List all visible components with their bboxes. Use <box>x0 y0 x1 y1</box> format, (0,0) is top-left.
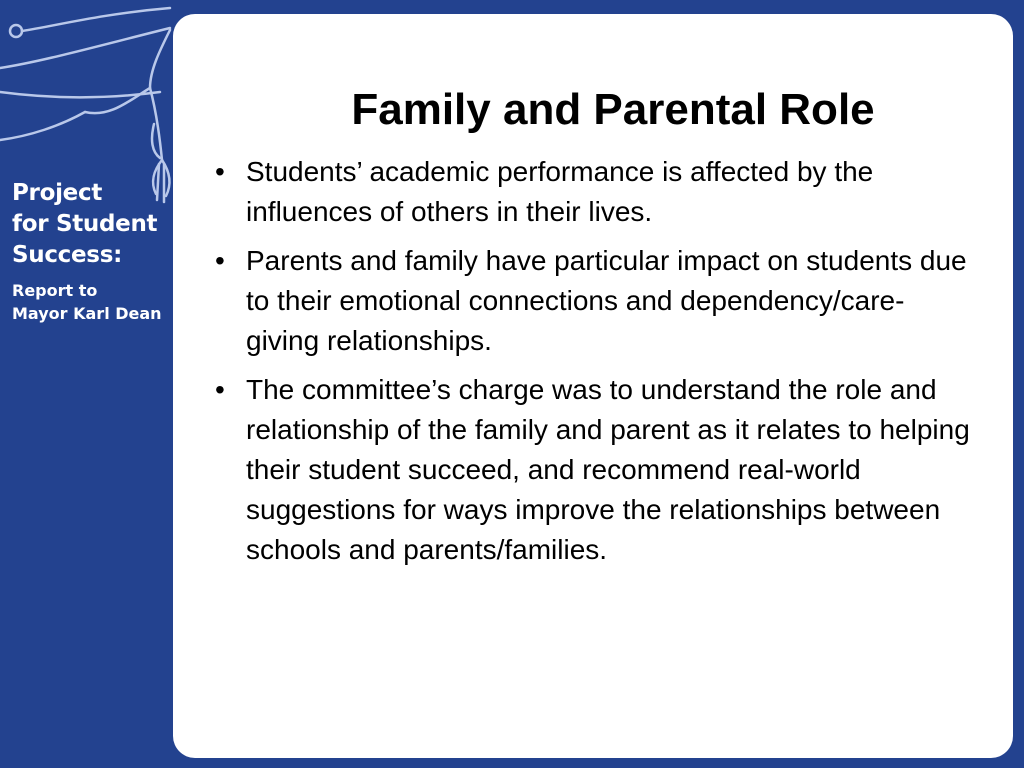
brand-line-1: Project <box>12 180 103 206</box>
bullet-marker: • <box>215 374 225 405</box>
bullet-text: Parents and family have particular impact on students due to their emotional connections and dependency/care-giving relationships. <box>246 245 967 356</box>
slide-title: Family and Parental Role <box>351 85 875 134</box>
content-panel <box>173 14 1013 758</box>
bullet-marker: • <box>215 245 225 276</box>
brand-line-3: Success: <box>12 242 122 268</box>
bullet-marker: • <box>215 156 225 187</box>
bullet-text: The committee’s charge was to understand the role and relationship of the family and parent as it relates to helping their student succeed, and recommend real-world suggestions for ways improve the relationships between schools and parents/families. <box>246 374 970 565</box>
brand-sub-line-1: Report to <box>12 281 98 300</box>
brand-subtitle <box>12 279 172 325</box>
list-item <box>215 241 975 361</box>
bullet-list <box>215 152 975 579</box>
brand-title <box>12 178 172 271</box>
bullet-text: Students’ academic performance is affected by the influences of others in their lives. <box>246 156 874 227</box>
project-brand <box>12 178 172 325</box>
brand-line-2: for Student <box>12 211 158 237</box>
brand-sub-line-2: Mayor Karl Dean <box>12 304 162 323</box>
list-item <box>215 370 975 570</box>
list-item <box>215 152 975 232</box>
